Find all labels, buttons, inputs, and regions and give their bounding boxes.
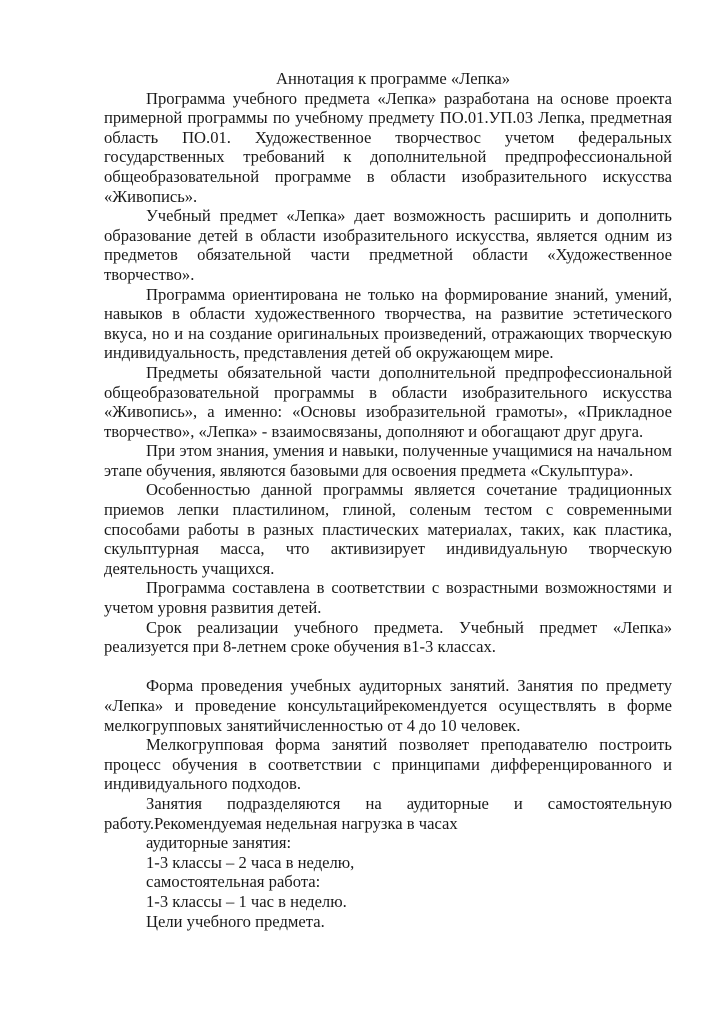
line-independent-label: самостоятельная работа: <box>146 872 321 892</box>
paragraph-orientation: Программа ориентирована не только на формирование знаний, умений, навыков в области художественного творчества, на развитие эстетического вкуса, но и на создание оригинальных произведений, отражающих творческую индивидуальность, представления детей об окружающем мире. <box>104 284 672 363</box>
paragraph-small-group: Мелкогрупповая форма занятий позволяет преподавателю построить процесс обучения в соответствии с принципами дифференцированного и индивидуального подходов. <box>104 735 672 794</box>
document-page <box>104 69 672 931</box>
paragraph-duration: Срок реализации учебного предмета. Учебный предмет «Лепка» реализуется при 8-летнем сроке обучения в1-3 классах. <box>104 617 672 657</box>
paragraph-lesson-types: Занятия подразделяются на аудиторные и самостоятельную работу.Рекомендуемая недельная нагрузка в часах <box>104 793 672 833</box>
document-title: Аннотация к программе «Лепка» <box>275 69 510 88</box>
paragraph-basis: Программа учебного предмета «Лепка» разработана на основе проекта примерной программы по учебному предмету ПО.01.УП.03 Лепка, предметная область ПО.01. Художественное творчествос учетом федеральных государственных требований к дополнительной предпрофессиональной общеобразовательной программе в области изобразительного искусства «Живопись». <box>104 88 672 206</box>
paragraph-lesson-form: Форма проведения учебных аудиторных занятий. Занятия по предмету «Лепка» и проведение консультацийрекомендуется осуществлять в форме мелкогрупповых занятийчисленностью от 4 до 10 человек. <box>104 676 672 735</box>
line-goals-heading: Цели учебного предмета. <box>146 911 325 931</box>
paragraph-required-subjects: Предметы обязательной части дополнительной предпрофессиональной общеобразовательной программы в области изобразительного искусства «Живопись», а именно: «Основы изобразительной грамоты», «Прикладное творчество», «Лепка» - взаимосвязаны, дополняют и обогащают друг друга. <box>104 362 672 441</box>
blank-line <box>104 657 672 677</box>
paragraph-base-knowledge: При этом знания, умения и навыки, полученные учащимися на начальном этапе обучения, являются базовыми для освоения предмета «Скульптура». <box>104 441 672 480</box>
paragraph-age-abilities: Программа составлена в соответствии с возрастными возможностями и учетом уровня развития детей. <box>104 578 672 618</box>
line-classroom-hours: 1-3 классы – 2 часа в неделю, <box>146 852 355 872</box>
paragraph-subject-opportunity: Учебный предмет «Лепка» дает возможность расширить и дополнить образование детей в области изобразительного искусства, является одним из предметов обязательной части предметной области «Художественное творчество». <box>104 206 672 284</box>
line-classroom-label: аудиторные занятия: <box>146 833 292 853</box>
line-independent-hours: 1-3 классы – 1 час в неделю. <box>146 891 347 911</box>
paragraph-features: Особенностью данной программы является сочетание традиционных приемов лепки пластилином, глиной, соленым тестом с современными способами работы в разных пластических материалах, таких, как пластика, скульптурная масса, что активизирует индивидуальную творческую деятельность учащихся. <box>104 480 672 578</box>
